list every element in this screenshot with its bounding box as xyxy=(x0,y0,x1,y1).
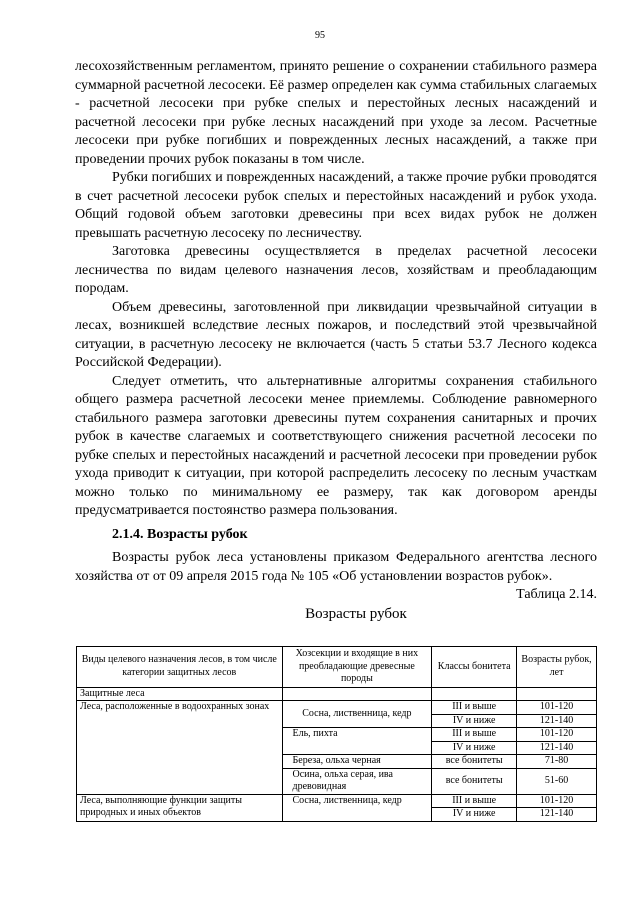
table-caption: Возрасты рубок xyxy=(305,605,407,622)
bonitet-cell: IV и ниже xyxy=(432,714,517,728)
species-cell: Береза, ольха черная xyxy=(282,755,432,769)
paragraph: лесохозяйственным регламентом, принято решение о сохранении стабильного размера суммарной расчетной лесосеки. Её размер определен как сумма стабильных слагаемых - расчетной лесосеки при рубке спелых и перестойных лесных насаждений и расчетной лесосеки при рубке лесных насаждений при уходе за лесом. Расчетные лесосеки при рубке погибших и поврежденных лесных насаждений, а также при проведении прочих рубок показаны в том числе. xyxy=(75,59,597,167)
age-cell: 101-120 xyxy=(517,794,597,808)
table-row xyxy=(77,794,597,808)
header-cell: Классы бонитета xyxy=(432,647,517,688)
age-cell: 101-120 xyxy=(517,728,597,742)
bonitet-cell: IV и ниже xyxy=(432,808,517,822)
header-cell: Возрасты рубок, лет xyxy=(517,647,597,688)
section-paragraph: Возрасты рубок леса установлены приказом Федерального агентства лесного хозяйства от от 09 апреля 2015 года № 105 «Об установлении возрастов рубок». xyxy=(75,550,597,584)
species-cell: Ель, пихта xyxy=(282,728,432,755)
species-cell: Сосна, лиственница, кедр xyxy=(282,701,432,728)
species-cell: Осина, ольха серая, ива древовидная xyxy=(282,768,432,794)
bonitet-cell: III и выше xyxy=(432,794,517,808)
paragraph: Объем древесины, заготовленной при ликвидации чрезвычайной ситуации в лесах, возникшей вследствие лесных пожаров, и последствий этой чрезвычайной ситуации, в расчетную лесосеку не включается (часть 5 статьи 53.7 Лесного кодекса Российской Федерации). xyxy=(75,299,597,370)
bonitet-cell: все бонитеты xyxy=(432,755,517,769)
paragraph: Заготовка древесины осуществляется в пределах расчетной лесосеки лесничества по видам целевого назначения лесов, хозяйствам и преобладающим породам. xyxy=(75,244,597,296)
header-cell: Хозсекции и входящие в них преобладающие древесные породы xyxy=(282,647,432,688)
document-body xyxy=(75,58,597,623)
species-cell: Сосна, лиственница, кедр xyxy=(282,794,432,821)
age-cell: 101-120 xyxy=(517,701,597,715)
table-label: Таблица 2.14. xyxy=(516,587,597,602)
page-number: 95 xyxy=(315,30,325,41)
age-cell: 51-60 xyxy=(517,768,597,794)
section-heading: 2.1.4. Возрасты рубок xyxy=(112,526,248,542)
table-row xyxy=(77,687,597,701)
group-cell: Защитные леса xyxy=(77,687,283,701)
paragraph: Рубки погибших и поврежденных насаждений, а также прочие рубки проводятся в счет расчетной лесосеки рубок спелых и перестойных насаждений и рубок ухода. Общий годовой объем заготовки древесины при всех видах рубок не должен превышать расчетную лесосеку по лесничеству. xyxy=(75,170,597,241)
bonitet-cell: III и выше xyxy=(432,728,517,742)
empty-cell xyxy=(432,687,517,701)
age-cell: 71-80 xyxy=(517,755,597,769)
bonitet-cell: III и выше xyxy=(432,701,517,715)
category-cell: Леса, выполняющие функции защиты природных и иных объектов xyxy=(77,794,283,821)
empty-cell xyxy=(517,687,597,701)
cutting-age-table xyxy=(76,646,597,822)
empty-cell xyxy=(282,687,432,701)
header-cell: Виды целевого назначения лесов, в том числе категории защитных лесов xyxy=(77,647,283,688)
paragraph: Следует отметить, что альтернативные алгоритмы сохранения стабильного общего размера расчетной лесосеки менее приемлемы. Соблюдение равномерного стабильного размера заготовки древесины путем сохранения санитарных и прочих рубок в качестве слагаемых и соответствующего снижения расчетной лесосеки по рубке спелых и перестойных насаждений и расчетной лесосеки при проведении рубок ухода приводит к ситуации, при которой распределить лесосеку по лесным участкам можно только по минимальному ее размеру, так как договором аренды предусматривается постоянство размера пользования. xyxy=(75,373,597,518)
table-row xyxy=(77,701,597,715)
bonitet-cell: IV и ниже xyxy=(432,741,517,755)
table-header-row xyxy=(77,647,597,688)
age-cell: 121-140 xyxy=(517,741,597,755)
age-cell: 121-140 xyxy=(517,714,597,728)
category-cell: Леса, расположенные в водоохранных зонах xyxy=(77,701,283,795)
bonitet-cell: все бонитеты xyxy=(432,768,517,794)
age-cell: 121-140 xyxy=(517,808,597,822)
